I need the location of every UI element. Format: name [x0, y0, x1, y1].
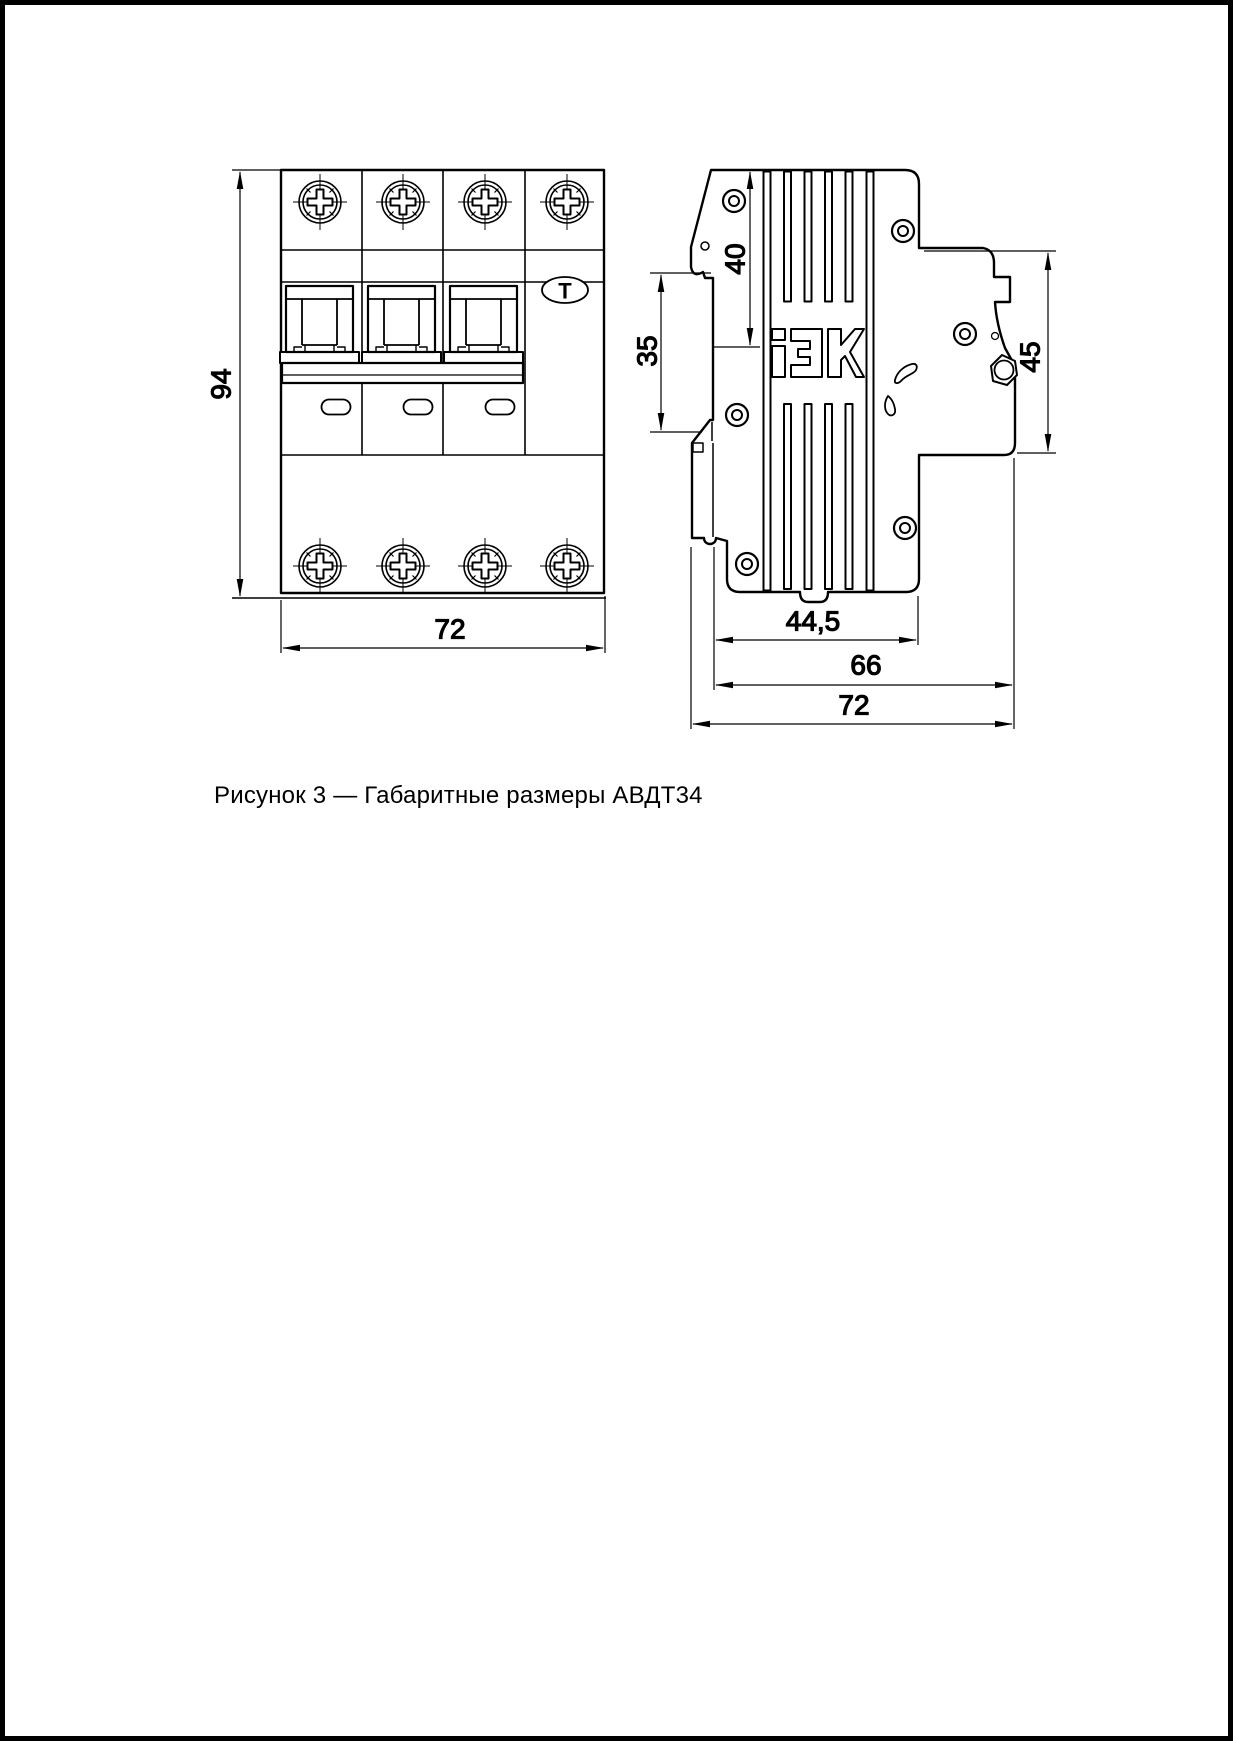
pin-hole [701, 242, 709, 250]
dim-label-40: 40 [719, 243, 751, 275]
dim-label-45: 45 [1014, 341, 1046, 373]
side-view [691, 170, 1017, 602]
front-view [232, 170, 606, 598]
figure-caption: Рисунок 3 — Габаритные размеры АВДТ34 [214, 782, 703, 809]
window-icon [486, 400, 515, 415]
dim-label-35: 35 [631, 335, 663, 367]
test-button-label: T [558, 278, 572, 304]
lever-pole1 [280, 286, 359, 363]
logo-i-dot [772, 329, 785, 340]
dimension-72-front [281, 596, 605, 653]
small-hole [992, 333, 999, 340]
dim-label-66: 66 [850, 649, 882, 681]
rivet-icon [723, 190, 745, 212]
window-icon [404, 400, 433, 415]
toggle-levers [280, 286, 523, 383]
dim-label-72-front: 72 [434, 613, 466, 645]
rivet-icon [954, 323, 976, 345]
dimension-35 [632, 273, 712, 432]
dim-label-72-side: 72 [838, 689, 870, 721]
rivet-icon [736, 553, 758, 575]
dimension-94 [206, 170, 281, 596]
lever-pole2 [362, 286, 441, 363]
rivet-icon [894, 517, 916, 539]
lever-tie-bar [282, 363, 523, 383]
lever-pole3 [444, 286, 523, 363]
dim-label-94: 94 [205, 368, 237, 400]
test-button [542, 277, 588, 304]
rivet-icon [892, 220, 914, 242]
rivet-icon [726, 404, 748, 426]
window-icon [322, 400, 351, 415]
logo-i-bar [772, 346, 785, 377]
dim-label-44-5: 44,5 [785, 605, 841, 637]
